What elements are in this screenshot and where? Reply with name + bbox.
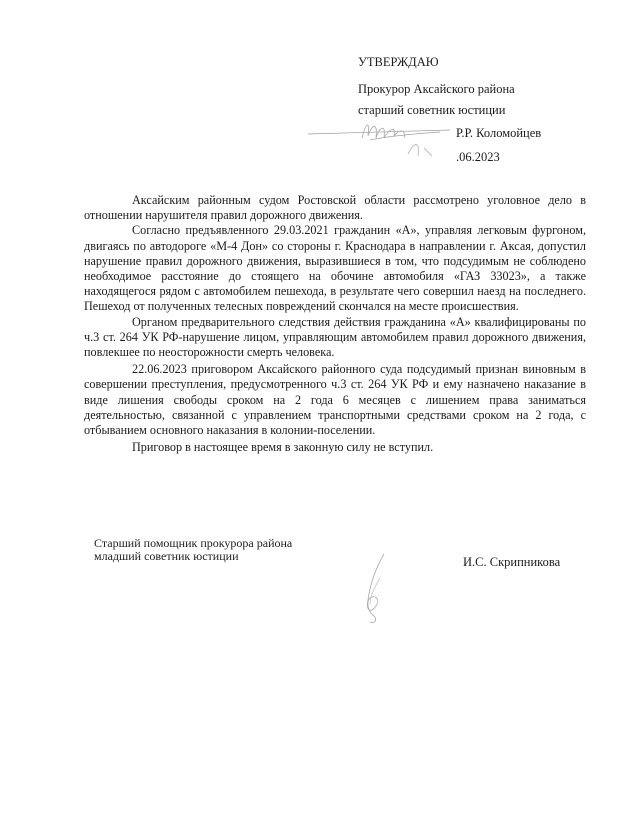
approval-rank: старший советник юстиции [358, 103, 506, 117]
approval-position: Прокурор Аксайского района [358, 82, 515, 96]
approval-date: .06.2023 [456, 150, 500, 164]
paragraph-3: Органом предварительного следствия действия гражданина «А» квалифицированы по ч.3 ст. 264 УК РФ-нарушение лицом, управляющим автомобилем правил дорожного движения, повлекшее по неосторожности смерть человека. [84, 314, 586, 360]
paragraph-5: Приговор в настоящее время в законную силу не вступил. [132, 440, 434, 455]
approval-heading: УТВЕРЖДАЮ [358, 55, 439, 69]
paragraph-4: 22.06.2023 приговором Аксайского районного суда подсудимый признан виновным в совершении преступления, предусмотренного ч.3 ст. 264 УК РФ и ему назначено наказание в виде лишения свободы сроком на 2 года 6 месяцев с лишением права заниматься деятельностью, связанной с управлением транспортными средствами сроком на 2 года, с отбыванием основного наказания в колонии-поселении. [84, 362, 586, 438]
signatory-rank: младший советник юстиции [94, 549, 239, 563]
approval-name: Р.Р. Коломойцев [456, 126, 542, 140]
approval-signature-scribble [300, 112, 460, 172]
signatory-name: И.С. Скрипникова [463, 555, 561, 569]
signatory-position: Старший помощник прокурора района [94, 536, 293, 550]
paragraph-1: Аксайским районным судом Ростовской области рассмотрено уголовное дело в отношении нарушителя правил дорожного движения. [84, 193, 586, 223]
paragraph-2: Согласно предъявленного 29.03.2021 гражданин «А», управляя легковым фургоном, двигаясь по автодороге «М-4 Дон» со стороны г. Краснодара в направлении г. Аксая, допустил нарушение правил дорожного движения, выразившиеся в том, что подсудимым не соблюдено необходимое расстояние до стоящего на обочине автомобиля «ГАЗ 33023», а также находящегося рядом с автомобилем пешехода, в результате чего совершил наезд на последнего. Пешеход от полученных телесных повреждений скончался на месте происшествия. [84, 223, 586, 314]
document-body [84, 193, 586, 455]
signatory-signature [340, 548, 410, 628]
